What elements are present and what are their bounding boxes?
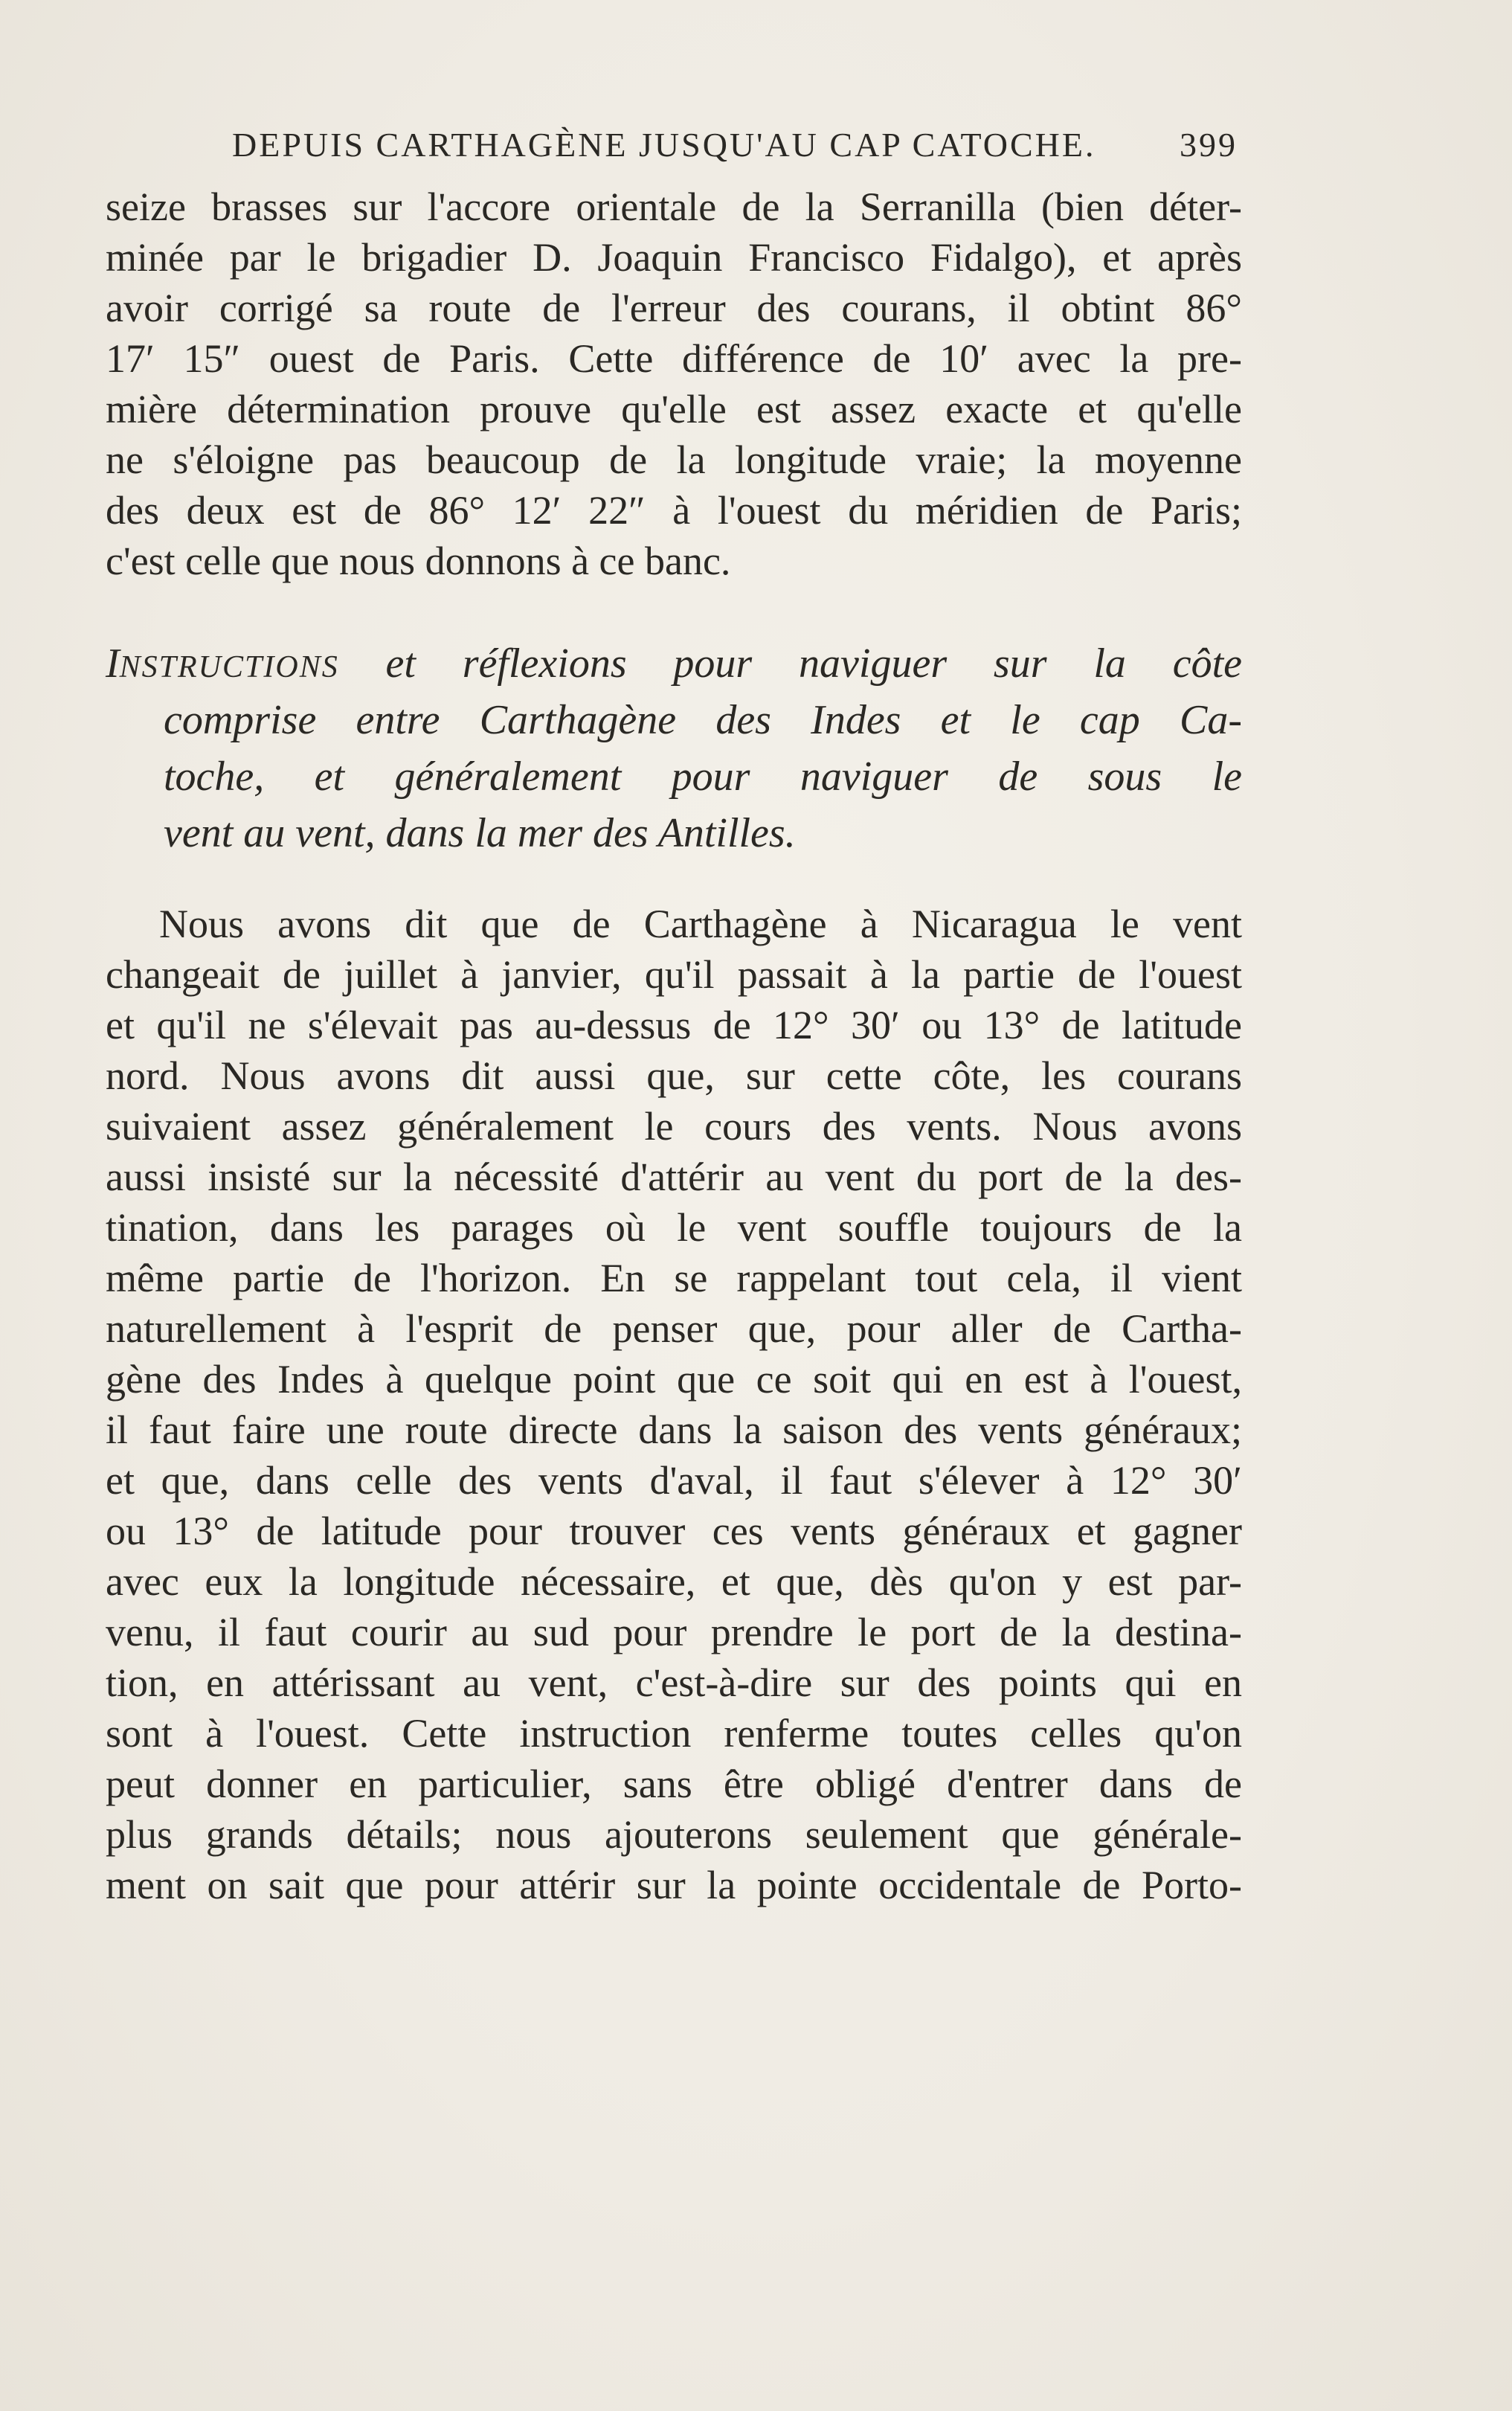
paragraph-2: [106, 899, 1242, 1910]
text-line: ment on sait que pour attérir sur la pointe occidentale de Porto-: [106, 1863, 1242, 1907]
running-head: [232, 125, 1238, 170]
heading-line: toche, et généralement pour naviguer de sous le: [164, 754, 1242, 800]
text-line: avec eux la longitude nécessaire, et que, dès qu'on y est par-: [106, 1559, 1242, 1604]
text-line: minée par le brigadier D. Joaquin Francisco Fidalgo), et après: [106, 235, 1242, 280]
heading-line: comprise entre Carthagène des Indes et le cap Ca-: [164, 697, 1242, 743]
text-line: ou 13° de latitude pour trouver ces vents généraux et gagner: [106, 1509, 1242, 1553]
text-line: peut donner en particulier, sans être obligé d'entrer dans de: [106, 1762, 1242, 1806]
text-line: gène des Indes à quelque point que ce soit qui en est à l'ouest,: [106, 1357, 1242, 1402]
heading-small-caps: NSTRUCTIONS: [119, 650, 339, 684]
heading-initial: I: [106, 641, 120, 687]
text-line: changeait de juillet à janvier, qu'il passait à la partie de l'ouest: [106, 952, 1242, 997]
text-line: et qu'il ne s'élevait pas au-dessus de 12° 30′ ou 13° de latitude: [106, 1003, 1242, 1047]
text-line: même partie de l'horizon. En se rappelant tout cela, il vient: [106, 1256, 1242, 1300]
text-line: des deux est de 86° 12′ 22″ à l'ouest du méridien de Paris;: [106, 488, 1242, 533]
text-line: et que, dans celle des vents d'aval, il faut s'élever à 12° 30′: [106, 1458, 1242, 1503]
heading-line-rest: et réflexions pour naviguer sur la côte: [338, 641, 1242, 687]
paragraph-1: [106, 182, 1242, 586]
text-line: ne s'éloigne pas beaucoup de la longitude vraie; la moyenne: [106, 437, 1242, 482]
heading-line: vent au vent, dans la mer des Antilles.: [164, 810, 796, 856]
text-line: c'est celle que nous donnons à ce banc.: [106, 539, 731, 583]
text-line: plus grands détails; nous ajouterons seulement que générale-: [106, 1812, 1242, 1857]
text-line: tion, en attérissant au vent, c'est-à-dire sur des points qui en: [106, 1660, 1242, 1705]
heading-line: [106, 635, 1242, 692]
text-line: venu, il faut courir au sud pour prendre le port de la destina-: [106, 1610, 1242, 1654]
text-line: nord. Nous avons dit aussi que, sur cette côte, les courans: [106, 1053, 1242, 1098]
text-line: Nous avons dit que de Carthagène à Nicaragua le vent: [159, 902, 1242, 946]
text-line: suivaient assez généralement le cours des vents. Nous avons: [106, 1104, 1242, 1149]
text-line: 17′ 15″ ouest de Paris. Cette différence de 10′ avec la pre-: [106, 336, 1242, 381]
text-line: mière détermination prouve qu'elle est assez exacte et qu'elle: [106, 387, 1242, 431]
text-line: il faut faire une route directe dans la saison des vents généraux;: [106, 1407, 1242, 1452]
text-line: avoir corrigé sa route de l'erreur des courans, il obtint 86°: [106, 286, 1242, 330]
running-title: DEPUIS CARTHAGÈNE JUSQU'AU CAP CATOCHE.: [232, 126, 1096, 164]
text-line: naturellement à l'esprit de penser que, pour aller de Cartha-: [106, 1306, 1242, 1351]
page-number: 399: [1180, 126, 1238, 164]
text-line: tination, dans les parages où le vent souffle toujours de la: [106, 1205, 1242, 1250]
text-line: seize brasses sur l'accore orientale de la Serranilla (bien déter-: [106, 184, 1242, 229]
text-line: sont à l'ouest. Cette instruction renferme toutes celles qu'on: [106, 1711, 1242, 1756]
text-line: aussi insisté sur la nécessité d'attérir au vent du port de la des-: [106, 1155, 1242, 1199]
section-heading: [106, 635, 1242, 861]
